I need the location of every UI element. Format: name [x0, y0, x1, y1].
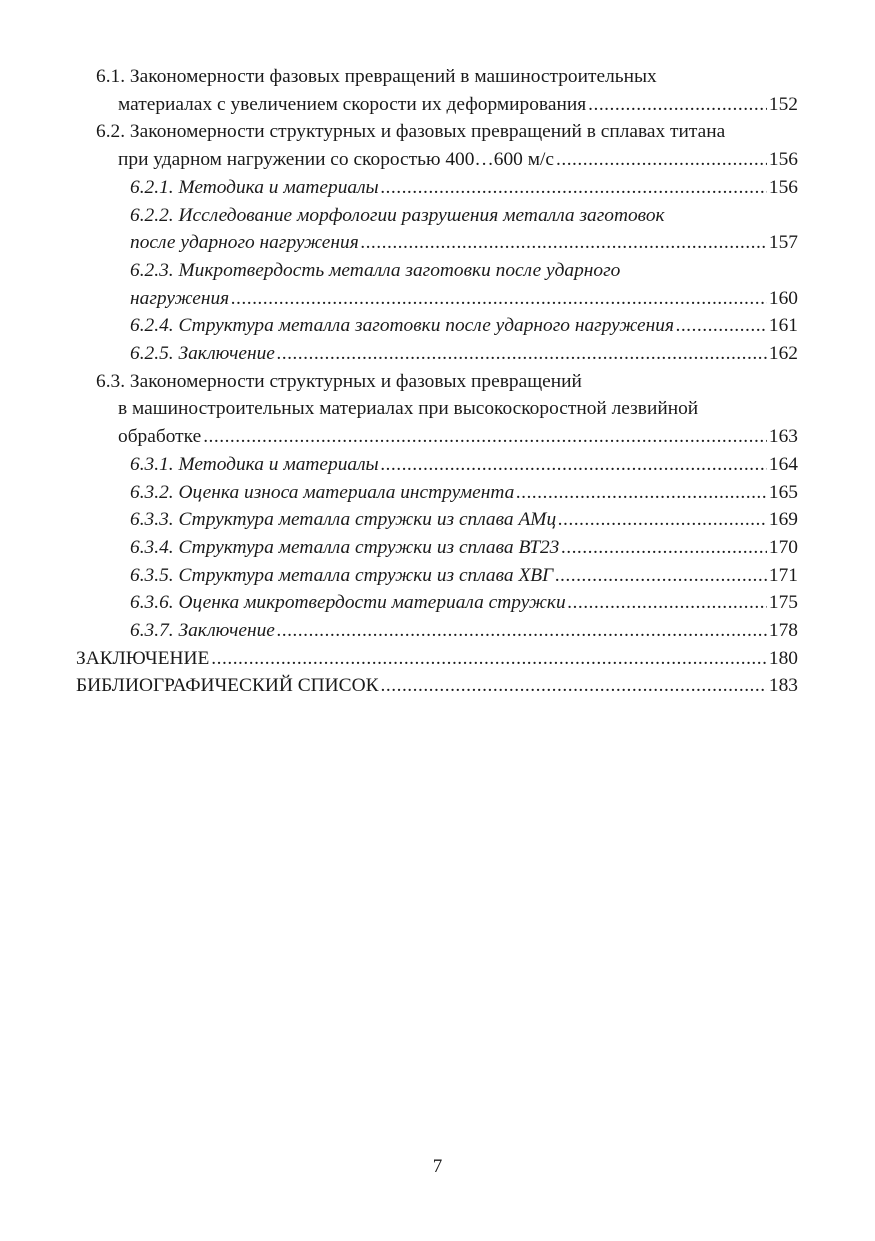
toc-page-number: 165 — [768, 481, 798, 503]
dot-leader — [561, 534, 767, 562]
toc-entry-6-3-7[interactable] — [76, 617, 798, 645]
toc-entry-title: 6.2.1. Методика и материалы — [130, 176, 379, 198]
toc-page-number: 170 — [768, 536, 798, 558]
toc-page-number: 171 — [768, 564, 798, 586]
toc-page-number: 162 — [768, 343, 798, 365]
dot-leader — [231, 285, 767, 313]
dot-leader — [381, 451, 767, 479]
toc-entry-conclusion[interactable] — [76, 645, 798, 673]
toc-page-number: 169 — [768, 509, 798, 531]
toc-entry-6-2-5[interactable] — [76, 340, 798, 368]
toc-entry-6-2-2[interactable] — [76, 202, 798, 257]
toc-entry-title-continued: обработке — [118, 426, 202, 448]
dot-leader — [676, 312, 767, 340]
toc-entry-title-continued: в машиностроительных материалах при высокоскоростной лезвийной — [118, 398, 699, 420]
toc-entry-title: 6.2.3. Микротвердость металла заготовки после ударного — [130, 259, 621, 281]
toc-entry-6-2-4[interactable] — [76, 312, 798, 340]
toc-page-number: 156 — [768, 176, 798, 198]
toc-page-number: 156 — [768, 149, 798, 171]
toc-entry-title: 6.3.2. Оценка износа материала инструмента — [130, 481, 515, 503]
toc-entry-6-2[interactable] — [76, 118, 798, 173]
toc-entry-title: БИБЛИОГРАФИЧЕСКИЙ СПИСОК — [76, 675, 379, 697]
toc-page-number: 178 — [768, 620, 798, 642]
toc-entry-6-3-4[interactable] — [76, 534, 798, 562]
toc-entry-title: 6.3.5. Структура металла стружки из сплава ХВГ — [130, 564, 554, 586]
toc-entry-title-continued: материалах с увеличением скорости их деформирования — [118, 93, 587, 115]
dot-leader — [211, 645, 767, 673]
toc-entry-6-3[interactable] — [76, 368, 798, 451]
toc-entry-6-2-3[interactable] — [76, 257, 798, 312]
toc-entry-title: 6.3. Закономерности структурных и фазовых превращений — [96, 370, 582, 392]
dot-leader — [203, 423, 767, 451]
toc-entry-title: 6.3.6. Оценка микротвердости материала стружки — [130, 592, 566, 614]
table-of-contents — [76, 63, 798, 700]
toc-entry-title: 6.2.2. Исследование морфологии разрушения металла заготовок — [130, 204, 665, 226]
toc-entry-title: 6.2. Закономерности структурных и фазовых превращений в сплавах титана — [96, 121, 726, 143]
toc-page-number: 160 — [768, 287, 798, 309]
toc-entry-title: 6.2.4. Структура металла заготовки после ударного нагружения — [130, 315, 674, 337]
toc-page-number: 152 — [768, 93, 798, 115]
toc-entry-title: 6.3.4. Структура металла стружки из сплава ВТ23 — [130, 536, 560, 558]
toc-page-number: 183 — [768, 675, 798, 697]
toc-page-number: 161 — [768, 315, 798, 337]
dot-leader — [568, 589, 767, 617]
toc-entry-title-continued: после ударного нагружения — [130, 232, 359, 254]
dot-leader — [381, 174, 767, 202]
toc-entry-bibliography[interactable] — [76, 672, 798, 700]
page-number: 7 — [432, 1156, 443, 1177]
dot-leader — [277, 340, 767, 368]
toc-entry-6-3-6[interactable] — [76, 589, 798, 617]
dot-leader — [555, 562, 767, 590]
toc-entry-6-3-3[interactable] — [76, 506, 798, 534]
toc-page-number: 175 — [768, 592, 798, 614]
toc-entry-6-2-1[interactable] — [76, 174, 798, 202]
toc-entry-title: 6.3.7. Заключение — [130, 620, 275, 642]
toc-entry-6-3-1[interactable] — [76, 451, 798, 479]
dot-leader — [588, 91, 767, 119]
dot-leader — [277, 617, 767, 645]
dot-leader — [381, 672, 767, 700]
dot-leader — [556, 146, 767, 174]
dot-leader — [558, 506, 767, 534]
toc-page-number: 157 — [768, 232, 798, 254]
toc-entry-title: 6.3.1. Методика и материалы — [130, 453, 379, 475]
toc-entry-title-continued: нагружения — [130, 287, 230, 309]
dot-leader — [361, 229, 767, 257]
toc-entry-title: 6.2.5. Заключение — [130, 343, 275, 365]
toc-entry-6-1[interactable] — [76, 63, 798, 118]
toc-page-number: 180 — [768, 647, 798, 669]
toc-page-number: 164 — [768, 453, 798, 475]
dot-leader — [516, 479, 767, 507]
toc-page-number: 163 — [768, 426, 798, 448]
toc-entry-title-continued: при ударном нагружении со скоростью 400…600 м/с — [118, 149, 554, 171]
toc-entry-title: 6.1. Закономерности фазовых превращений в машиностроительных — [96, 66, 657, 87]
toc-entry-title: ЗАКЛЮЧЕНИЕ — [76, 647, 210, 669]
toc-entry-6-3-5[interactable] — [76, 562, 798, 590]
toc-entry-title: 6.3.3. Структура металла стружки из сплава АМц — [130, 509, 557, 531]
toc-entry-6-3-2[interactable] — [76, 479, 798, 507]
